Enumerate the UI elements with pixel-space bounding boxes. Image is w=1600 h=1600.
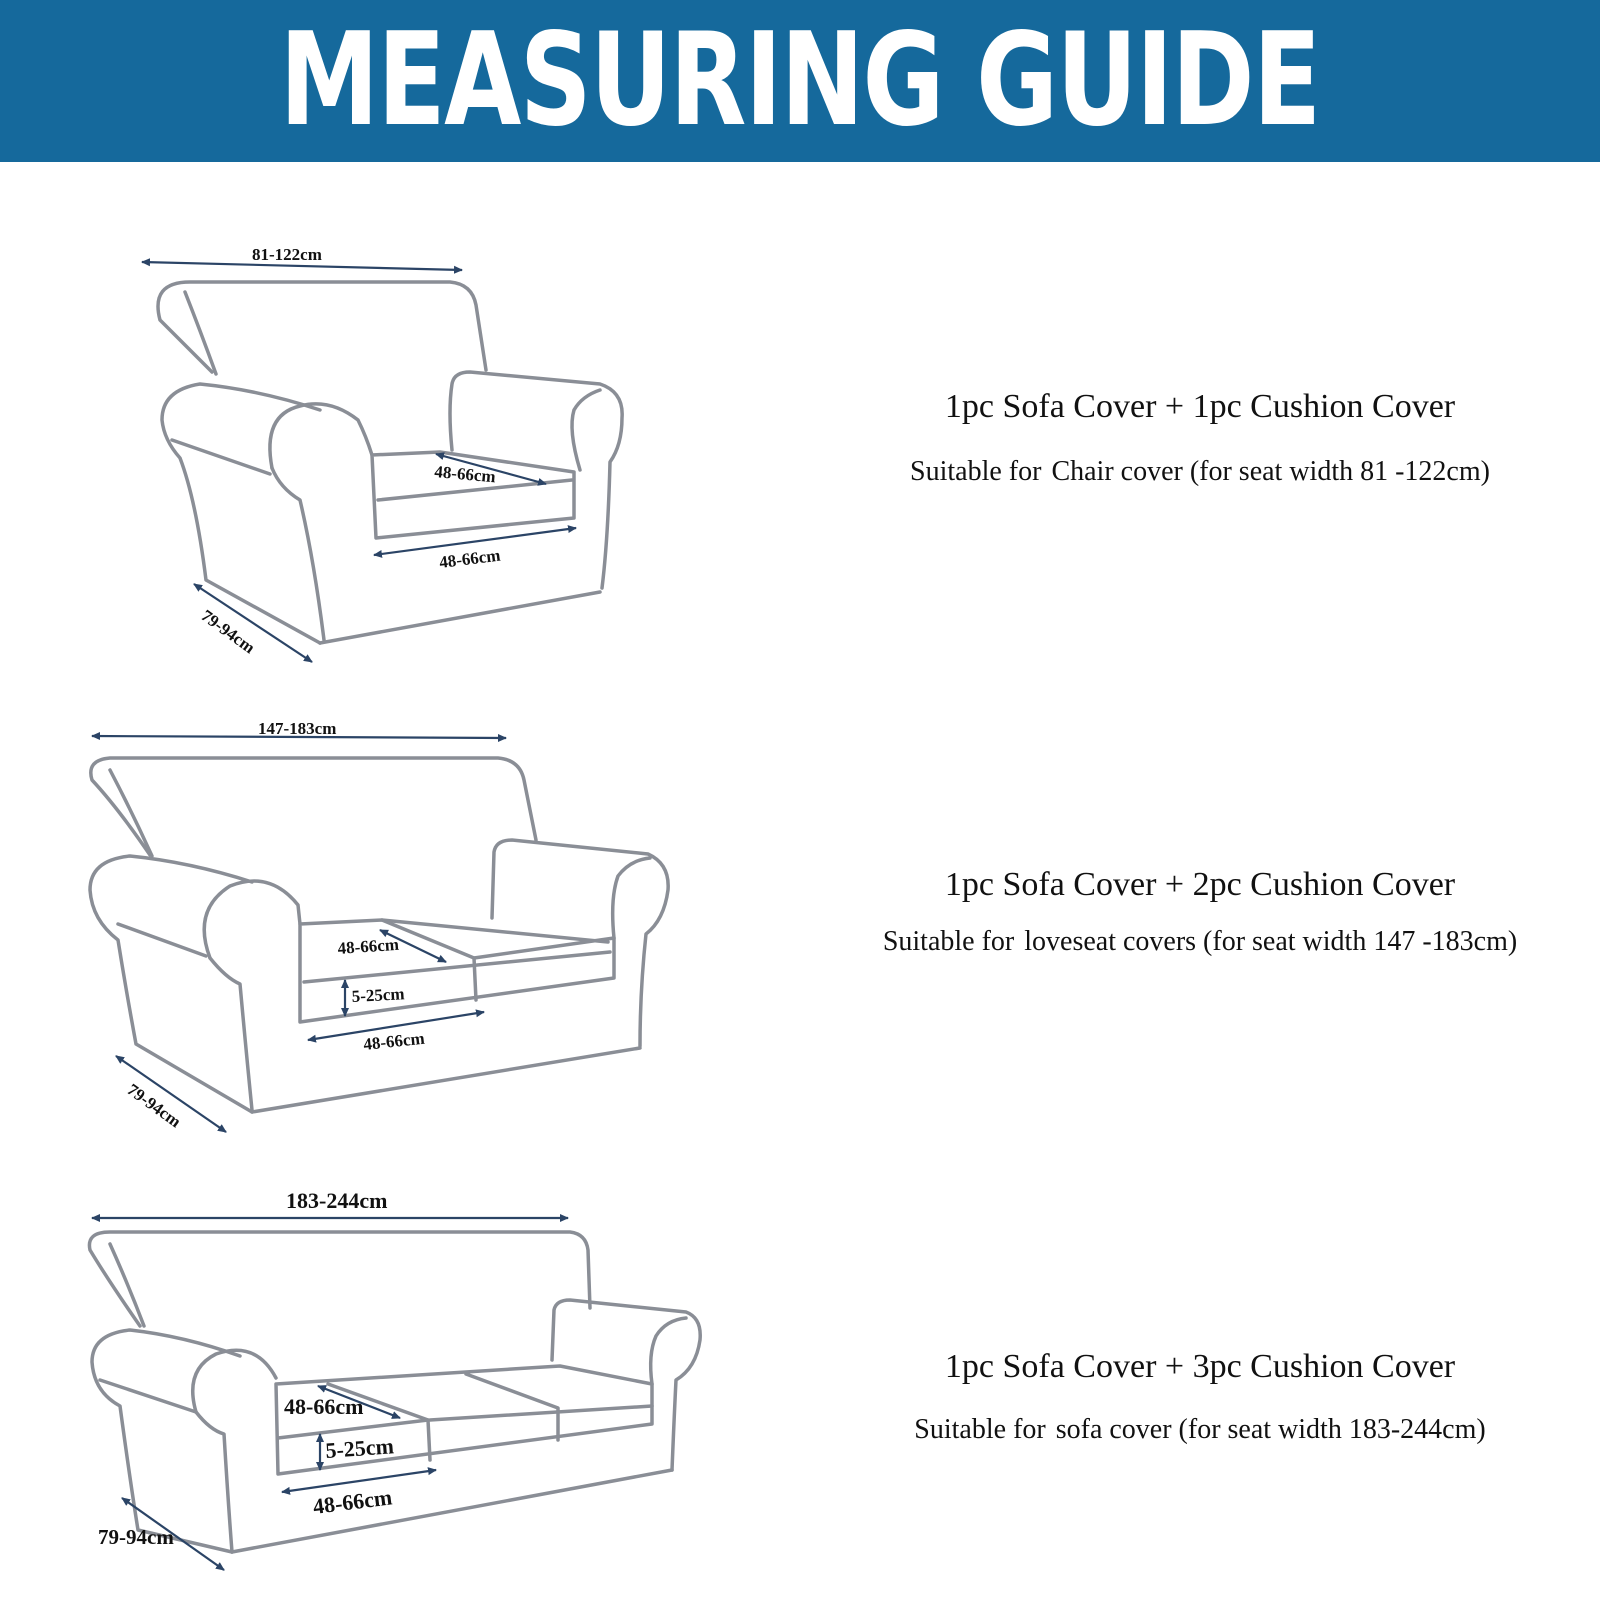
chair-illustration bbox=[158, 282, 622, 643]
loveseat-side-label: 79-94cm bbox=[123, 1079, 185, 1132]
sofa-cushion-height-label: 5-25cm bbox=[324, 1433, 395, 1463]
chair-cushion-width-label: 48-66cm bbox=[438, 545, 502, 572]
loveseat-suitable bbox=[820, 926, 1580, 958]
loveseat-cushion-depth-label: 48-66cm bbox=[336, 934, 400, 958]
loveseat-width-label: 147-183cm bbox=[258, 719, 337, 738]
loveseat-illustration bbox=[90, 758, 668, 1112]
sofa-width-label: 183-244cm bbox=[286, 1188, 388, 1213]
chair-width-label: 81-122cm bbox=[252, 245, 322, 264]
loveseat-suitable-text: loveseat covers (for seat width 147 -183cm) bbox=[1024, 926, 1518, 957]
sofa-suitable-prefix: Suitable for bbox=[914, 1414, 1046, 1445]
chair-side-label: 79-94cm bbox=[197, 605, 259, 658]
loveseat-cushion-width-label: 48-66cm bbox=[362, 1028, 426, 1054]
sofa-cushion-depth-label: 48-66cm bbox=[284, 1394, 364, 1419]
chair-suitable-prefix: Suitable for bbox=[910, 456, 1042, 487]
sofa-illustration bbox=[89, 1232, 700, 1552]
sofa-cushion-width-label: 48-66cm bbox=[311, 1484, 394, 1519]
sofa-suitable bbox=[820, 1414, 1580, 1446]
chair-title: 1pc Sofa Cover + 1pc Cushion Cover bbox=[944, 388, 1456, 425]
chair-cushion-depth-label: 48-66cm bbox=[433, 462, 497, 487]
loveseat-title: 1pc Sofa Cover + 2pc Cushion Cover bbox=[944, 866, 1456, 903]
sofa-title: 1pc Sofa Cover + 3pc Cushion Cover bbox=[944, 1348, 1456, 1385]
loveseat-suitable-prefix: Suitable for bbox=[882, 926, 1015, 957]
page-title: MEASURING GUIDE bbox=[280, 6, 1320, 155]
chair-suitable bbox=[820, 456, 1580, 488]
chair-suitable-text: Chair cover (for seat width 81 -122cm) bbox=[1051, 456, 1490, 487]
sofa-side-label: 79-94cm bbox=[98, 1525, 174, 1549]
sofa-suitable-text: sofa cover (for seat width 183-244cm) bbox=[1055, 1414, 1486, 1445]
loveseat-cushion-height-label: 5-25cm bbox=[351, 984, 406, 1006]
